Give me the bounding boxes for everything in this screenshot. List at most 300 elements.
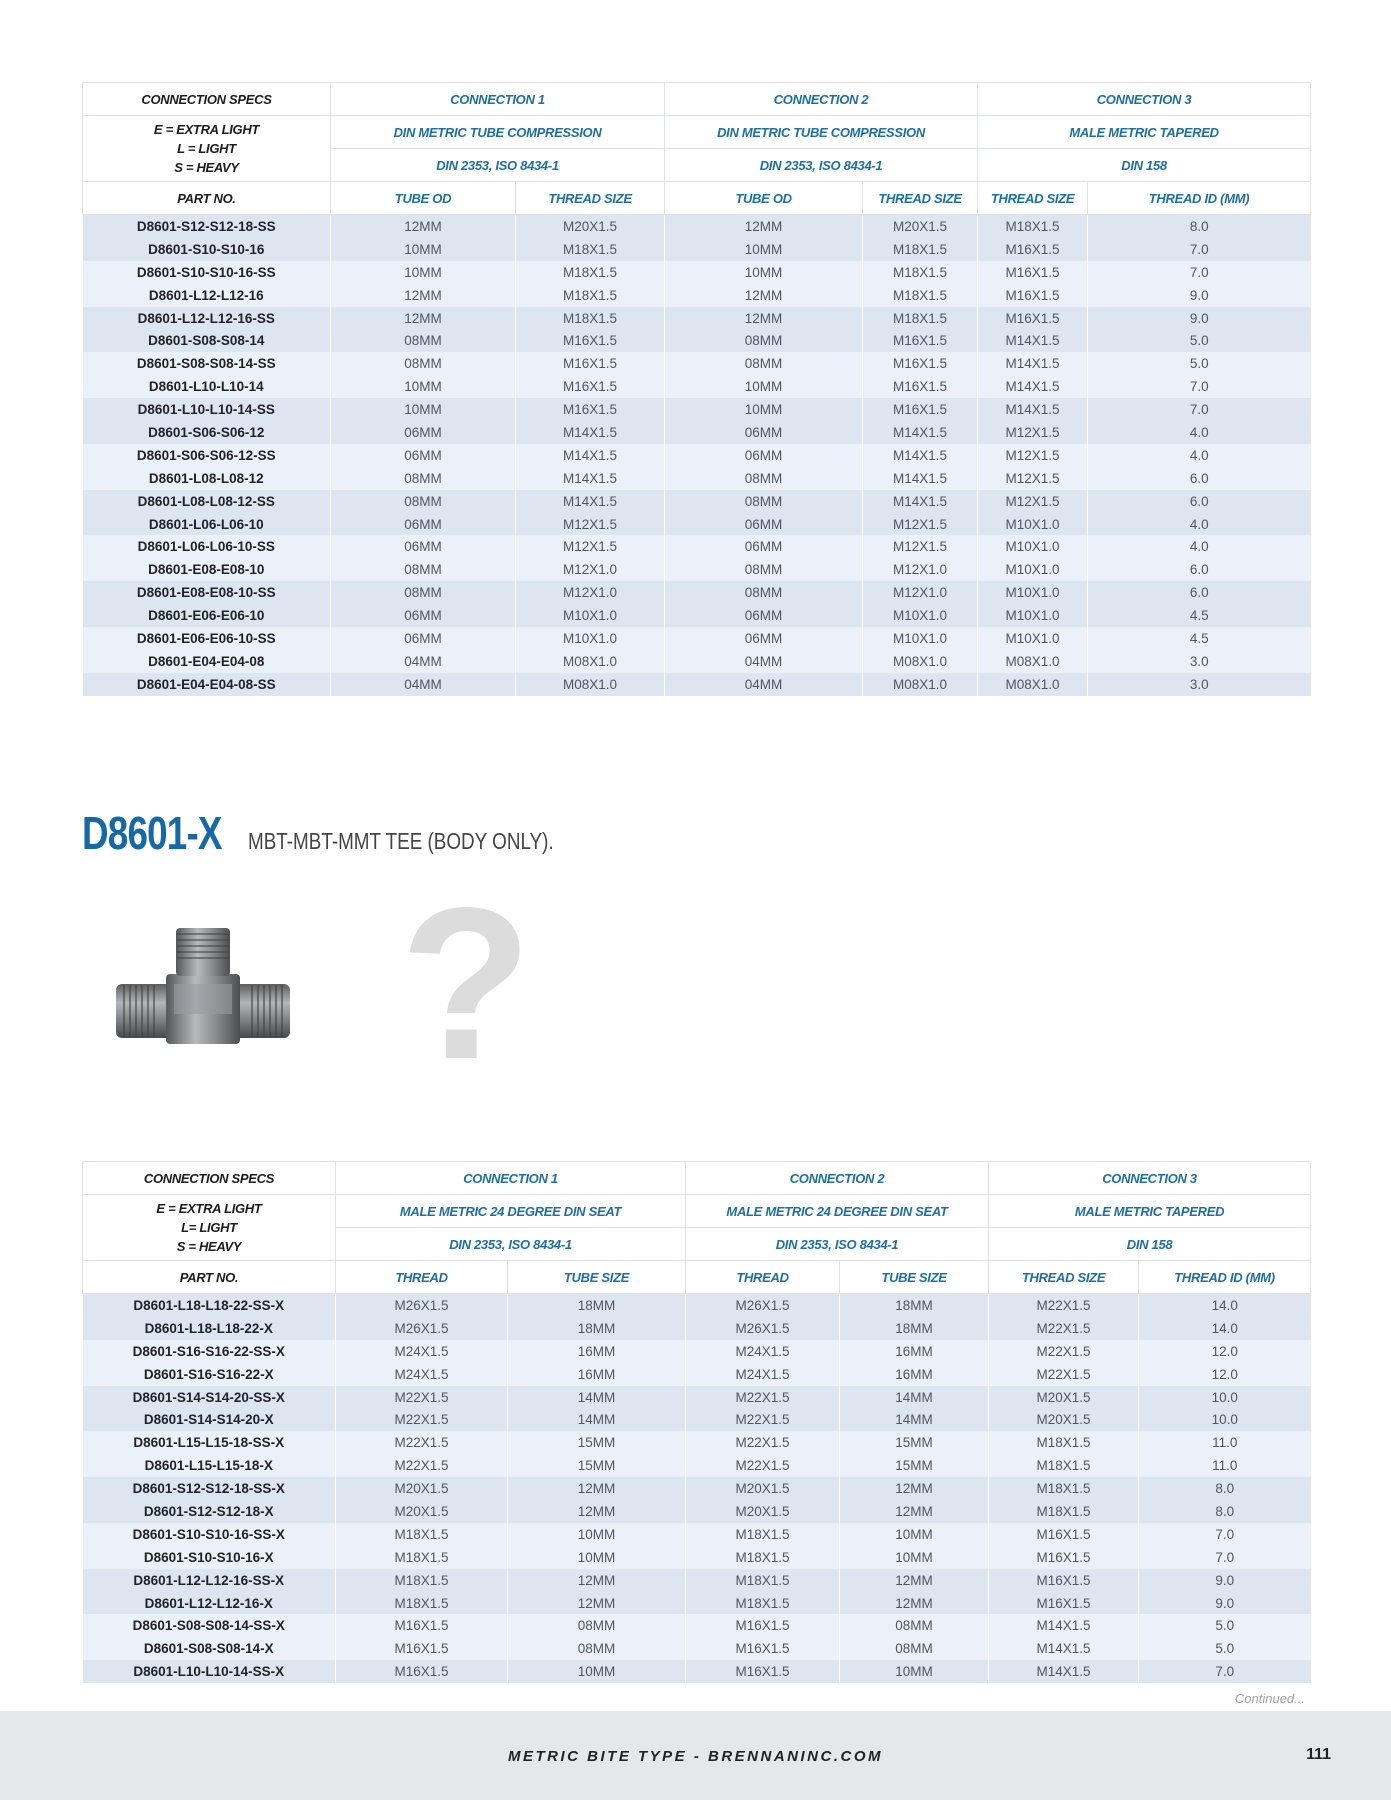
table-cell: 5.0 [1139,1637,1311,1660]
table-cell: M20X1.5 [686,1500,840,1523]
table-cell: 10MM [331,398,516,421]
table-cell: M22X1.5 [336,1386,508,1409]
connection-1-header: CONNECTION 1 [331,83,665,116]
table-cell: 4.0 [1088,421,1311,444]
table-cell: 10MM [840,1660,989,1683]
legend-heavy: S = HEAVY [174,160,239,175]
table-cell: 4.5 [1088,604,1311,627]
table-cell: M18X1.5 [686,1569,840,1592]
table-cell: M16X1.5 [336,1660,508,1683]
table-row [83,467,1311,490]
part-number-cell: D8601-S16-S16-22-SS-X [83,1340,336,1363]
table-cell: M16X1.5 [686,1614,840,1637]
table-cell: 10MM [665,261,863,284]
legend-extra-light: E = EXTRA LIGHT [156,1201,262,1216]
table-cell: 08MM [331,558,516,581]
table-cell: M12X1.5 [978,490,1088,513]
table-row [83,375,1311,398]
table-cell: M14X1.5 [863,467,978,490]
table-cell: M16X1.5 [863,329,978,352]
part-no-header: PART NO. [83,182,331,215]
part-number-cell: D8601-S14-S14-20-X [83,1408,336,1431]
table-cell: 7.0 [1139,1523,1311,1546]
table-row [83,558,1311,581]
table-cell: 08MM [331,581,516,604]
table-row [83,1363,1311,1386]
table-row [83,490,1311,513]
table-cell: M22X1.5 [336,1431,508,1454]
placeholder-question-mark: ? [400,862,532,1104]
table-cell: M12X1.0 [863,581,978,604]
table-cell: M18X1.5 [336,1569,508,1592]
table-cell: M16X1.5 [863,352,978,375]
table-cell: M10X1.0 [978,535,1088,558]
table-cell: 14.0 [1139,1294,1311,1317]
connection-specs-header: CONNECTION SPECS [83,83,331,116]
table-cell: 5.0 [1088,329,1311,352]
connection-specs-header: CONNECTION SPECS [83,1162,336,1195]
table-cell: 18MM [840,1294,989,1317]
table-cell: 06MM [331,444,516,467]
table-row [83,627,1311,650]
table-row [83,604,1311,627]
table-cell: M20X1.5 [686,1477,840,1500]
table-cell: M22X1.5 [686,1408,840,1431]
column-header: THREAD SIZE [516,182,665,215]
table-cell: 12MM [508,1592,686,1615]
table-cell: 15MM [508,1454,686,1477]
table-cell: M18X1.5 [686,1546,840,1569]
table-cell: M20X1.5 [516,215,665,238]
footer-text: METRIC BITE TYPE - BRENNANINC.COM [508,1748,883,1765]
table-cell: M12X1.0 [516,581,665,604]
connection-2-standard: DIN 2353, ISO 8434-1 [665,149,978,182]
column-header: THREAD ID (MM) [1088,182,1311,215]
part-number-cell: D8601-S12-S12-18-X [83,1500,336,1523]
table-cell: M10X1.0 [863,627,978,650]
page-number: 111 [1306,1746,1331,1763]
table-cell: M24X1.5 [336,1340,508,1363]
table-cell: M22X1.5 [336,1454,508,1477]
table-cell: 11.0 [1139,1431,1311,1454]
size-legend [83,1195,336,1261]
table-cell: 11.0 [1139,1454,1311,1477]
table-cell: M12X1.0 [516,558,665,581]
table-cell: M22X1.5 [686,1431,840,1454]
table-cell: 6.0 [1088,558,1311,581]
table-cell: 04MM [665,673,863,696]
part-no-header: PART NO. [83,1261,336,1294]
part-number-cell: D8601-E06-E06-10 [83,604,331,627]
table-cell: 15MM [840,1454,989,1477]
table-cell: 7.0 [1139,1546,1311,1569]
part-number-cell: D8601-E06-E06-10-SS [83,627,331,650]
connection-2-type: DIN METRIC TUBE COMPRESSION [665,116,978,149]
table-cell: M08X1.0 [863,673,978,696]
table-cell: M16X1.5 [863,375,978,398]
table-cell: 18MM [508,1294,686,1317]
connection-3-standard: DIN 158 [978,149,1311,182]
table-row [83,1431,1311,1454]
table-cell: 6.0 [1088,581,1311,604]
table-cell: M20X1.5 [336,1477,508,1500]
table-cell: 08MM [508,1614,686,1637]
table-row [83,1569,1311,1592]
table-cell: M16X1.5 [978,307,1088,330]
table-cell: M12X1.5 [516,513,665,536]
table-cell: M24X1.5 [686,1340,840,1363]
table-cell: M24X1.5 [336,1363,508,1386]
table-cell: M16X1.5 [978,261,1088,284]
table-cell: M12X1.5 [978,421,1088,444]
connection-3-header: CONNECTION 3 [989,1162,1311,1195]
table-row [83,398,1311,421]
part-number-cell: D8601-E04-E04-08 [83,650,331,673]
table-cell: 08MM [665,329,863,352]
part-number-cell: D8601-S16-S16-22-X [83,1363,336,1386]
table-cell: M18X1.5 [516,307,665,330]
table-cell: 06MM [665,444,863,467]
part-number-cell: D8601-L15-L15-18-X [83,1454,336,1477]
table-row [83,1317,1311,1340]
table-cell: M22X1.5 [686,1454,840,1477]
part-number-cell: D8601-L08-L08-12-SS [83,490,331,513]
table-cell: 15MM [840,1431,989,1454]
table-cell: M18X1.5 [516,261,665,284]
part-number-cell: D8601-S12-S12-18-SS-X [83,1477,336,1500]
table-row [83,1546,1311,1569]
part-number-cell: D8601-L12-L12-16-X [83,1592,336,1615]
table-cell: M16X1.5 [686,1660,840,1683]
part-title: D8601-X [82,807,222,859]
table-cell: 9.0 [1139,1592,1311,1615]
table-cell: M10X1.0 [516,627,665,650]
table-cell: M14X1.5 [978,352,1088,375]
table-cell: M18X1.5 [516,284,665,307]
table-cell: M26X1.5 [336,1317,508,1340]
table-cell: 08MM [665,558,863,581]
table-cell: 08MM [840,1637,989,1660]
table-cell: 12MM [508,1477,686,1500]
table-cell: 04MM [331,673,516,696]
table-cell: M16X1.5 [989,1523,1139,1546]
table-cell: 5.0 [1139,1614,1311,1637]
table-row [83,1477,1311,1500]
table-row [83,284,1311,307]
table-cell: 12MM [840,1477,989,1500]
table-cell: M20X1.5 [989,1408,1139,1431]
connection-2-header: CONNECTION 2 [665,83,978,116]
table-cell: M12X1.5 [863,535,978,558]
table-cell: M16X1.5 [978,284,1088,307]
table-cell: 10.0 [1139,1408,1311,1431]
column-header: TUBE SIZE [508,1261,686,1294]
table-cell: 08MM [331,352,516,375]
part-number-cell: D8601-L12-L12-16 [83,284,331,307]
part-number-cell: D8601-S08-S08-14 [83,329,331,352]
part-number-cell: D8601-S10-S10-16 [83,238,331,261]
table-cell: M18X1.5 [989,1477,1139,1500]
table-cell: M14X1.5 [863,444,978,467]
table-row [83,513,1311,536]
table-body [83,1294,1311,1684]
table-cell: 7.0 [1088,398,1311,421]
part-number-cell: D8601-S10-S10-16-X [83,1546,336,1569]
table-cell: 14MM [840,1386,989,1409]
table-cell: M18X1.5 [978,215,1088,238]
table-cell: 8.0 [1088,215,1311,238]
table-cell: M14X1.5 [978,398,1088,421]
table-cell: 08MM [508,1637,686,1660]
part-number-cell: D8601-L06-L06-10-SS [83,535,331,558]
table-cell: 12MM [331,307,516,330]
part-number-cell: D8601-S10-S10-16-SS-X [83,1523,336,1546]
table-cell: 6.0 [1088,467,1311,490]
part-number-cell: D8601-L12-L12-16-SS [83,307,331,330]
table-cell: M08X1.0 [863,650,978,673]
table-cell: 06MM [331,627,516,650]
table-row [83,535,1311,558]
table-cell: M12X1.5 [978,444,1088,467]
table-cell: M16X1.5 [863,398,978,421]
table-cell: 04MM [665,650,863,673]
table-cell: M12X1.5 [516,535,665,558]
legend-heavy: S = HEAVY [176,1239,242,1254]
table-cell: M18X1.5 [686,1592,840,1615]
table-cell: M22X1.5 [989,1317,1139,1340]
table-cell: 10MM [665,398,863,421]
table-cell: 3.0 [1088,650,1311,673]
table-cell: 10MM [508,1523,686,1546]
table-cell: M18X1.5 [863,261,978,284]
table-cell: 14.0 [1139,1317,1311,1340]
table-row [83,307,1311,330]
table-cell: 18MM [840,1317,989,1340]
table-cell: M08X1.0 [516,650,665,673]
legend-light: L = LIGHT [177,141,236,156]
table-cell: M16X1.5 [336,1614,508,1637]
table-cell: M22X1.5 [989,1340,1139,1363]
part-number-cell: D8601-S06-S06-12 [83,421,331,444]
table-cell: 06MM [665,604,863,627]
table-cell: 10MM [840,1546,989,1569]
table-cell: M16X1.5 [989,1569,1139,1592]
table-cell: 08MM [665,581,863,604]
column-header: THREAD SIZE [978,182,1088,215]
table-cell: M14X1.5 [516,421,665,444]
table-cell: M14X1.5 [516,490,665,513]
table-cell: 06MM [331,604,516,627]
table-cell: M10X1.0 [863,604,978,627]
table-cell: 06MM [665,627,863,650]
tee-fitting-image [112,922,294,1046]
table-cell: M16X1.5 [516,329,665,352]
page-footer [0,1711,1391,1800]
table-cell: 12.0 [1139,1363,1311,1386]
table-cell: M18X1.5 [863,284,978,307]
part-number-cell: D8601-E08-E08-10-SS [83,581,331,604]
table-cell: M26X1.5 [686,1317,840,1340]
connection-3-header: CONNECTION 3 [978,83,1311,116]
table-cell: 12MM [840,1500,989,1523]
part-number-cell: D8601-S14-S14-20-SS-X [83,1386,336,1409]
table-row [83,1294,1311,1317]
part-number-cell: D8601-L08-L08-12 [83,467,331,490]
table-cell: 12MM [508,1500,686,1523]
table-cell: M18X1.5 [989,1431,1139,1454]
table-cell: M26X1.5 [336,1294,508,1317]
part-number-cell: D8601-L12-L12-16-SS-X [83,1569,336,1592]
table-cell: 7.0 [1088,261,1311,284]
table-cell: M18X1.5 [686,1523,840,1546]
table-cell: 10.0 [1139,1386,1311,1409]
part-description: MBT-MBT-MMT TEE (BODY ONLY). [248,828,554,854]
table-cell: M20X1.5 [989,1386,1139,1409]
connection-3-type: MALE METRIC TAPERED [978,116,1311,149]
table-cell: 08MM [331,467,516,490]
table-cell: 18MM [508,1317,686,1340]
table-cell: M18X1.5 [863,307,978,330]
table-cell: 10MM [508,1546,686,1569]
column-header: TUBE OD [331,182,516,215]
table-cell: M14X1.5 [989,1660,1139,1683]
table-cell: M08X1.0 [978,673,1088,696]
column-header: TUBE SIZE [840,1261,989,1294]
table-cell: 5.0 [1088,352,1311,375]
table-cell: M22X1.5 [686,1386,840,1409]
table-body [83,215,1311,696]
table-cell: 9.0 [1088,284,1311,307]
table-cell: M12X1.5 [978,467,1088,490]
table-row [83,1454,1311,1477]
table-cell: 12MM [840,1569,989,1592]
table-cell: M14X1.5 [989,1614,1139,1637]
table-cell: 9.0 [1139,1569,1311,1592]
column-header: THREAD [686,1261,840,1294]
table-cell: M14X1.5 [516,467,665,490]
table-cell: 6.0 [1088,490,1311,513]
table-row [83,1408,1311,1431]
table-row [83,444,1311,467]
table-cell: M14X1.5 [978,329,1088,352]
table-cell: M12X1.5 [863,513,978,536]
table-cell: M12X1.0 [863,558,978,581]
table-cell: 08MM [840,1614,989,1637]
table-cell: M16X1.5 [516,352,665,375]
table-cell: M14X1.5 [863,490,978,513]
table-cell: 06MM [665,513,863,536]
part-number-cell: D8601-L10-L10-14-SS [83,398,331,421]
continued-note: Continued... [1234,1691,1305,1706]
table-row [83,1500,1311,1523]
part-number-cell: D8601-S10-S10-16-SS [83,261,331,284]
table-cell: M14X1.5 [978,375,1088,398]
table-row [83,215,1311,238]
table-cell: 16MM [508,1340,686,1363]
table-cell: 06MM [331,421,516,444]
table-row [83,1660,1311,1683]
table-cell: 12MM [665,215,863,238]
table-cell: M14X1.5 [516,444,665,467]
table-cell: 3.0 [1088,673,1311,696]
table-cell: M18X1.5 [336,1546,508,1569]
table-cell: 10MM [840,1523,989,1546]
part-number-cell: D8601-L06-L06-10 [83,513,331,536]
part-number-cell: D8601-E08-E08-10 [83,558,331,581]
legend-extra-light: E = EXTRA LIGHT [153,122,260,137]
column-header: THREAD ID (MM) [1139,1261,1311,1294]
table-cell: 12MM [331,284,516,307]
connection-3-standard: DIN 158 [989,1228,1311,1261]
table-cell: 9.0 [1088,307,1311,330]
table-cell: 7.0 [1088,238,1311,261]
table-cell: 4.0 [1088,513,1311,536]
part-number-cell: D8601-S08-S08-14-SS [83,352,331,375]
table-cell: M24X1.5 [686,1363,840,1386]
table-cell: 10MM [665,238,863,261]
part-number-cell: D8601-S08-S08-14-SS-X [83,1614,336,1637]
table-cell: 08MM [331,329,516,352]
table-cell: 04MM [331,650,516,673]
table-cell: 14MM [508,1408,686,1431]
table-cell: M16X1.5 [516,398,665,421]
table-cell: M22X1.5 [989,1294,1139,1317]
table-cell: M16X1.5 [989,1592,1139,1615]
table-cell: 4.0 [1088,444,1311,467]
connection-3-type: MALE METRIC TAPERED [989,1195,1311,1228]
connection-1-standard: DIN 2353, ISO 8434-1 [331,149,665,182]
table-cell: M16X1.5 [336,1637,508,1660]
table-cell: M18X1.5 [989,1454,1139,1477]
connection-2-standard: DIN 2353, ISO 8434-1 [686,1228,989,1261]
table-cell: 16MM [840,1340,989,1363]
table-cell: M18X1.5 [516,238,665,261]
table-cell: M08X1.0 [978,650,1088,673]
column-header: THREAD SIZE [989,1261,1139,1294]
table-cell: M10X1.0 [978,581,1088,604]
table-cell: 06MM [665,535,863,558]
table-cell: M22X1.5 [336,1408,508,1431]
table-cell: 8.0 [1139,1477,1311,1500]
table-cell: 12.0 [1139,1340,1311,1363]
table-cell: M10X1.0 [978,513,1088,536]
table-row [83,1592,1311,1615]
table-cell: 16MM [840,1363,989,1386]
column-header: THREAD [336,1261,508,1294]
column-header: TUBE OD [665,182,863,215]
table-cell: 7.0 [1139,1660,1311,1683]
table-cell: M20X1.5 [863,215,978,238]
connection-1-type: DIN METRIC TUBE COMPRESSION [331,116,665,149]
table-row [83,238,1311,261]
table-cell: M22X1.5 [989,1363,1139,1386]
table-cell: 06MM [331,513,516,536]
table-cell: 08MM [665,352,863,375]
table-row [83,650,1311,673]
table-cell: M18X1.5 [863,238,978,261]
table-cell: 16MM [508,1363,686,1386]
table-cell: M16X1.5 [989,1546,1139,1569]
table-cell: 08MM [331,490,516,513]
table-cell: M16X1.5 [978,238,1088,261]
part-number-cell: D8601-E04-E04-08-SS [83,673,331,696]
table-cell: M18X1.5 [989,1500,1139,1523]
table-cell: M18X1.5 [336,1592,508,1615]
table-cell: M18X1.5 [336,1523,508,1546]
table-cell: 10MM [665,375,863,398]
table-cell: M10X1.0 [978,558,1088,581]
part-number-cell: D8601-L18-L18-22-X [83,1317,336,1340]
